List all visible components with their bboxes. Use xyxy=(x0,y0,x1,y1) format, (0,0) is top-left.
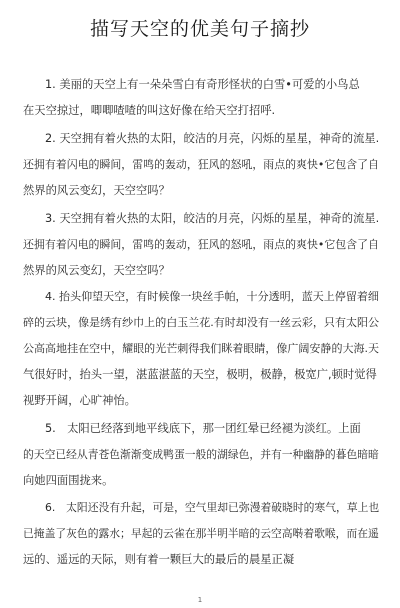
paragraph-line: 视野开阔，心旷神怡。 xyxy=(23,394,136,407)
paragraph-line: 远的、遥远的天际，则有着一颗巨大的最后的晨星正凝 xyxy=(23,553,295,566)
paragraph-5 xyxy=(23,416,381,494)
page-number: 1 xyxy=(197,596,203,604)
paragraph-line: 还拥有着闪电的瞬间，雷鸣的轰动，狂风的怒吼，雨点的爽快•它包含了自 xyxy=(23,238,379,251)
paragraph-line: 在天空掠过，唧唧喳喳的叫这好像在给天空打招呼. xyxy=(23,104,276,117)
paragraph-line: 然界的风云变幻，天空空吗？ xyxy=(23,264,170,277)
paragraph-line: 4. 抬头仰望天空，有时候像一块丝手帕，十分透明，蓝天上停留着细 xyxy=(45,290,379,303)
paragraph-line: 公高高地挂在空中，耀眼的光芒刺得我们眯着眼睛，像广阔安静的大海.天 xyxy=(23,342,380,355)
paragraph-line: 1. 美丽的天空上有一朵朵雪白有奇形怪状的白雪•可爱的小鸟总 xyxy=(45,78,360,91)
paragraph-line: 的天空已经从青苍色渐渐变成鸭蛋一般的湖绿色，并有一种幽静的暮色暗暗 xyxy=(23,448,379,461)
paragraph-line: 气很好时，抬头一望，湛蓝湛蓝的天空，极明，极静，极宽广,顿时觉得 xyxy=(23,368,377,381)
paragraph-6 xyxy=(23,495,381,573)
paragraph-line: 已掩盖了灰色的露水；早起的云雀在那半明半暗的云空高啭着歌喉，而在遥 xyxy=(23,527,379,540)
paragraph-line: 5. 太阳已经落到地平线底下，那一团红晕已经褪为淡红。上面 xyxy=(45,422,361,435)
paragraph-2 xyxy=(23,126,381,204)
page-title: 描写天空的优美句子摘抄 xyxy=(89,18,310,40)
paragraph-line: 碎的云块，像是绣有纱巾上的白玉兰花.有时却没有一丝云彩，只有太阳公 xyxy=(23,316,380,329)
paragraph-4 xyxy=(23,284,381,414)
paragraph-3 xyxy=(23,206,381,284)
paragraph-1 xyxy=(23,72,381,124)
paragraph-line: 还拥有着闪电的瞬间，雷鸣的轰动，狂风的怒吼，雨点的爽快•它包含了自 xyxy=(23,158,379,171)
paragraph-line: 3. 天空拥有着火热的太阳，皎洁的月亮，闪烁的星星，神奇的流星. xyxy=(45,212,380,225)
paragraph-line: 2. 天空拥有着火热的太阳，皎洁的月亮，闪烁的星星，神奇的流星. xyxy=(45,132,380,145)
paragraph-line: 6. 太阳还没有升起，可是，空气里却已弥漫着破晓时的寒气，草上也 xyxy=(45,501,380,514)
paragraph-line: 然界的风云变幻，天空空吗？ xyxy=(23,184,170,197)
paragraph-line: 向她四面围拢来。 xyxy=(23,474,114,487)
